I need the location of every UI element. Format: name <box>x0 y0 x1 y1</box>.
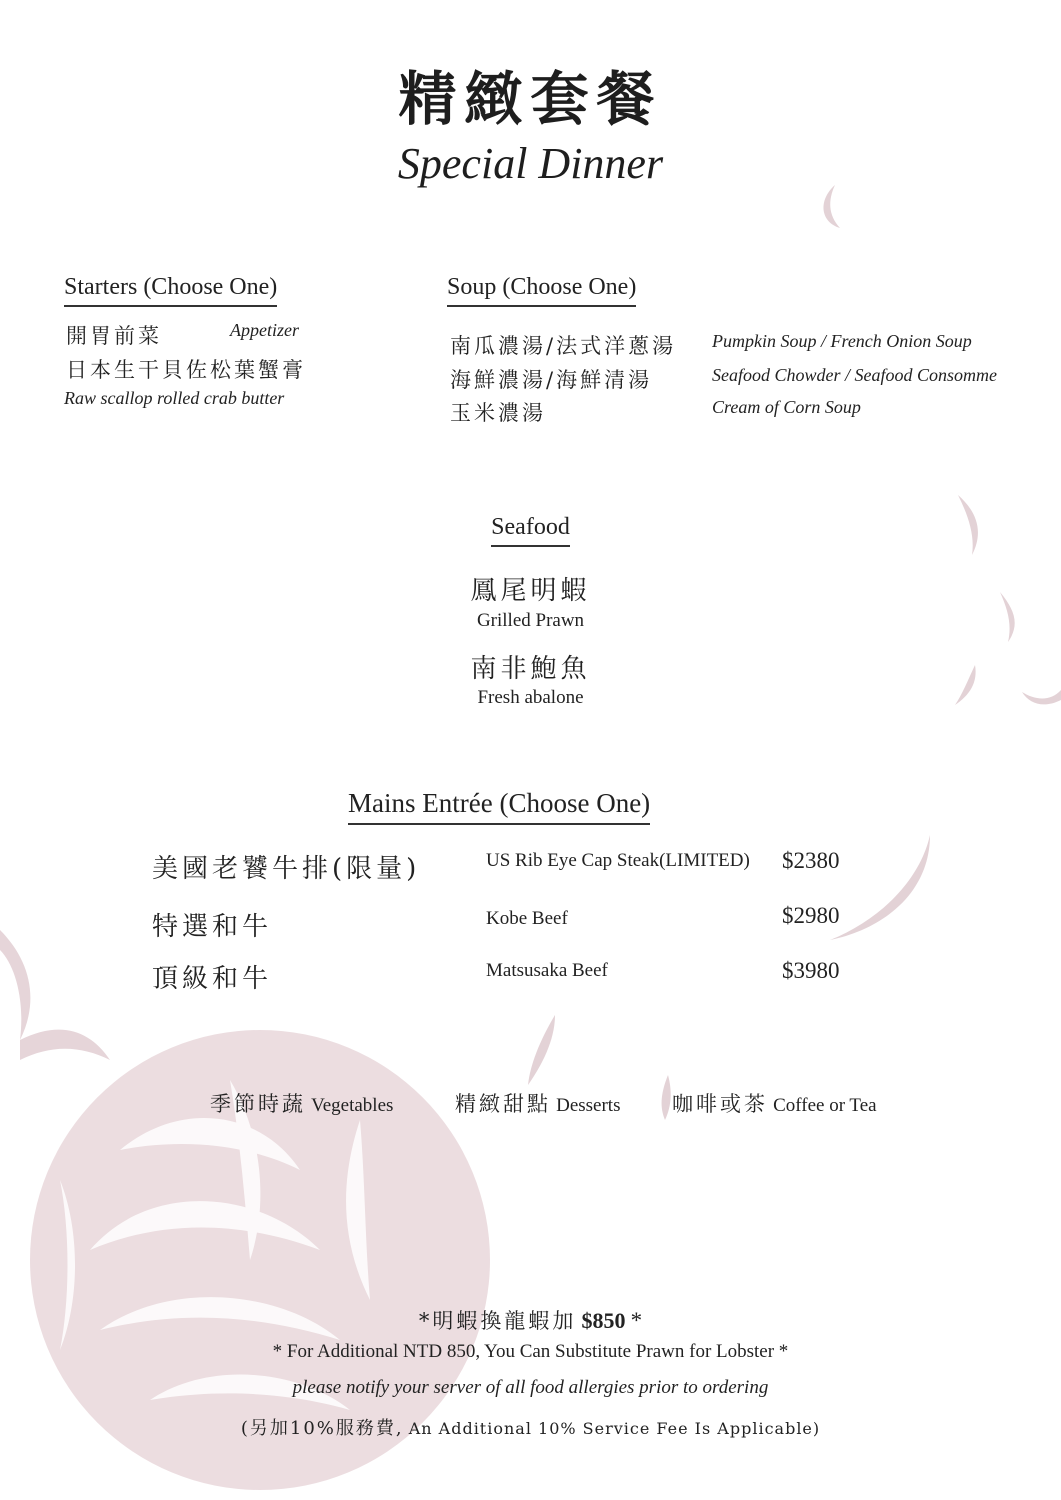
extra-item <box>210 1088 393 1118</box>
allergy-note: please notify your server of all food allergies prior to ordering <box>292 1377 769 1398</box>
starters-heading: Starters (Choose One) <box>64 274 277 307</box>
mains-item-en: US Rib Eye Cap Steak(LIMITED) <box>486 850 750 871</box>
lobster-note-star: * <box>630 1308 643 1333</box>
extra-item-en: Vegetables <box>311 1095 394 1116</box>
mains-item-price: $2380 <box>782 848 840 873</box>
extra-item <box>672 1088 877 1118</box>
mains-item-zh: 特選和牛 <box>152 912 273 942</box>
mains-item-price: $2980 <box>782 903 840 928</box>
starters-item-en: Raw scallop rolled crab butter <box>64 388 285 408</box>
service-fee-zh: (另加10%服務費, <box>240 1418 404 1439</box>
soup-item-en: Pumpkin Soup / French Onion Soup <box>712 331 972 351</box>
mains-item-zh: 頂級和牛 <box>152 964 273 994</box>
lobster-note-en: * For Additional NTD 850, You Can Substitute Prawn for Lobster * <box>272 1341 789 1362</box>
service-fee-en: An Additional 10% Service Fee Is Applicable) <box>408 1419 821 1438</box>
extra-item-zh: 精緻甜點 <box>455 1092 551 1116</box>
page-title-zh: 精緻套餐 <box>398 65 663 133</box>
seafood-item-en: Grilled Prawn <box>476 610 585 631</box>
starters-category-en: Appetizer <box>230 320 299 340</box>
seafood-item-zh: 鳳尾明蝦 <box>470 576 591 606</box>
seafood-item-en: Fresh abalone <box>477 687 584 708</box>
lobster-upgrade-note <box>0 1305 1061 1335</box>
soup-item-en: Seafood Chowder / Seafood Consomme <box>712 365 997 385</box>
extra-item-en: Coffee or Tea <box>773 1095 877 1116</box>
soup-item-zh: 海鮮濃湯/海鮮清湯 <box>450 368 653 392</box>
service-fee-note <box>0 1414 1061 1440</box>
starters-item-zh: 日本生干貝佐松葉蟹膏 <box>66 358 306 382</box>
extra-item-en: Desserts <box>556 1095 621 1116</box>
page-title-en: Special Dinner <box>397 139 664 188</box>
starters-category-zh: 開胃前菜 <box>66 324 162 348</box>
mains-item-en: Kobe Beef <box>486 908 568 929</box>
lobster-price: $850 <box>581 1308 626 1333</box>
mains-item-en: Matsusaka Beef <box>486 960 608 981</box>
soup-item-en: Cream of Corn Soup <box>712 397 861 417</box>
seafood-heading: Seafood <box>491 514 570 547</box>
mains-item-zh: 美國老饕牛排(限量) <box>152 854 421 884</box>
mains-heading: Mains Entrée (Choose One) <box>348 788 650 825</box>
lobster-note-zh: *明蝦換龍蝦加 <box>418 1309 577 1333</box>
mains-item-price: $3980 <box>782 958 840 983</box>
extra-item-zh: 咖啡或茶 <box>672 1092 768 1116</box>
seafood-item-zh: 南非鮑魚 <box>470 654 591 684</box>
extra-item <box>455 1088 620 1118</box>
soup-item-zh: 玉米濃湯 <box>450 401 546 425</box>
soup-heading: Soup (Choose One) <box>447 274 636 307</box>
extra-item-zh: 季節時蔬 <box>210 1092 306 1116</box>
soup-item-zh: 南瓜濃湯/法式洋蔥湯 <box>450 334 677 358</box>
